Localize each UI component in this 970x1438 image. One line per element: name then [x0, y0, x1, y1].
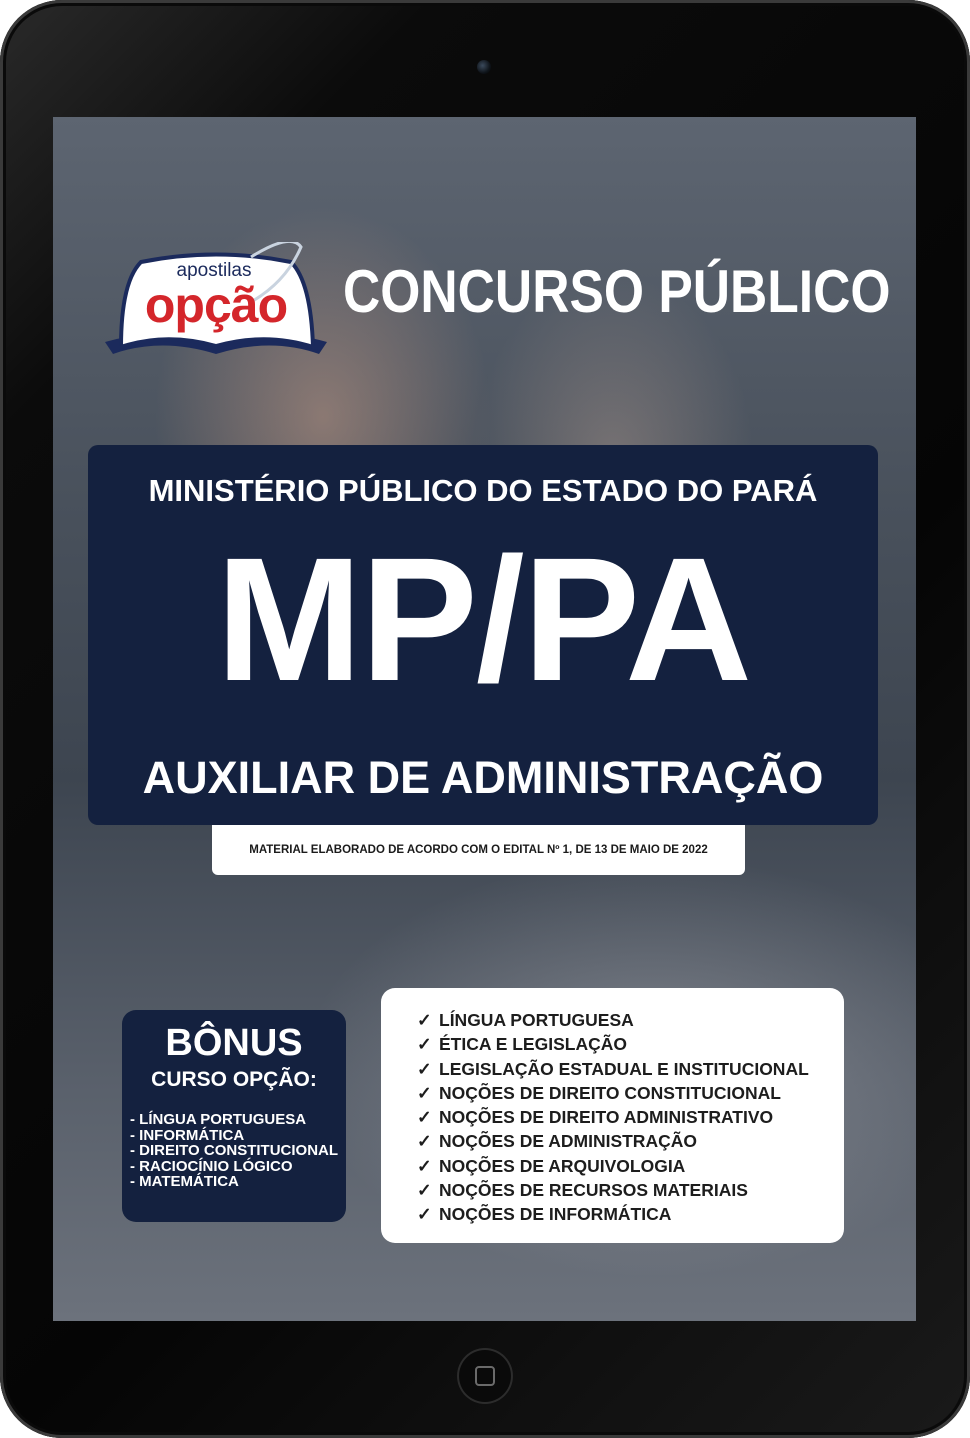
check-icon: ✓ [417, 1155, 432, 1176]
list-item: ✓ NOÇÕES DE DIREITO ADMINISTRATIVO [417, 1105, 809, 1129]
bonus-title: BÔNUS [165, 1022, 303, 1064]
check-icon: ✓ [417, 1010, 432, 1030]
check-icon: ✓ [417, 1034, 432, 1055]
acronym-title: MP/PA [215, 522, 751, 718]
camera-icon [477, 60, 491, 74]
bonus-box [122, 1010, 346, 1222]
position-title: AUXILIAR DE ADMINISTRAÇÃO [142, 752, 824, 803]
book-cover [53, 117, 916, 1321]
organization-name: MINISTÉRIO PÚBLICO DO ESTADO DO PARÁ [148, 473, 818, 508]
list-item: - RACIOCÍNIO LÓGICO [130, 1157, 293, 1175]
list-item: - LÍNGUA PORTUGUESA [130, 1111, 307, 1128]
subjects-box [381, 988, 844, 1243]
list-item: ✓ LÍNGUA PORTUGUESA [417, 1008, 809, 1032]
check-icon: ✓ [417, 1107, 432, 1128]
home-button[interactable] [457, 1348, 513, 1404]
title-panel [88, 445, 878, 825]
home-icon [475, 1366, 495, 1386]
subjects-list [417, 1008, 809, 1227]
check-icon: ✓ [417, 1180, 432, 1201]
check-icon: ✓ [417, 1204, 432, 1225]
list-item: ✓ ÉTICA E LEGISLAÇÃO [417, 1032, 809, 1056]
edital-note: MATERIAL ELABORADO DE ACORDO COM O EDITAL Nº 1, DE 13 DE MAIO DE 2022 [212, 825, 745, 875]
list-item: ✓ NOÇÕES DE RECURSOS MATERIAIS [417, 1178, 809, 1202]
list-item: ✓ NOÇÕES DE ADMINISTRAÇÃO [417, 1129, 809, 1153]
list-item: - MATEMÁTICA [130, 1173, 239, 1191]
bonus-list [130, 1112, 338, 1190]
apostilas-opcao-logo [101, 242, 331, 367]
list-item: ✓ LEGISLAÇÃO ESTADUAL E INSTITUCIONAL [417, 1057, 809, 1081]
list-item: ✓ NOÇÕES DE INFORMÁTICA [417, 1202, 809, 1226]
check-icon: ✓ [417, 1131, 432, 1152]
check-icon: ✓ [417, 1082, 432, 1103]
logo-brand-text: opção [144, 277, 288, 333]
check-icon: ✓ [417, 1058, 432, 1079]
list-item: - INFORMÁTICA [130, 1126, 245, 1144]
list-item: - DIREITO CONSTITUCIONAL [130, 1142, 339, 1160]
header-title: CONCURSO PÚBLICO [343, 258, 891, 325]
list-item: ✓ NOÇÕES DE DIREITO CONSTITUCIONAL [417, 1081, 809, 1105]
logo-small-text: apostilas [176, 260, 252, 281]
bonus-subtitle: CURSO OPÇÃO: [151, 1068, 317, 1091]
list-item: ✓ NOÇÕES DE ARQUIVOLOGIA [417, 1154, 809, 1178]
